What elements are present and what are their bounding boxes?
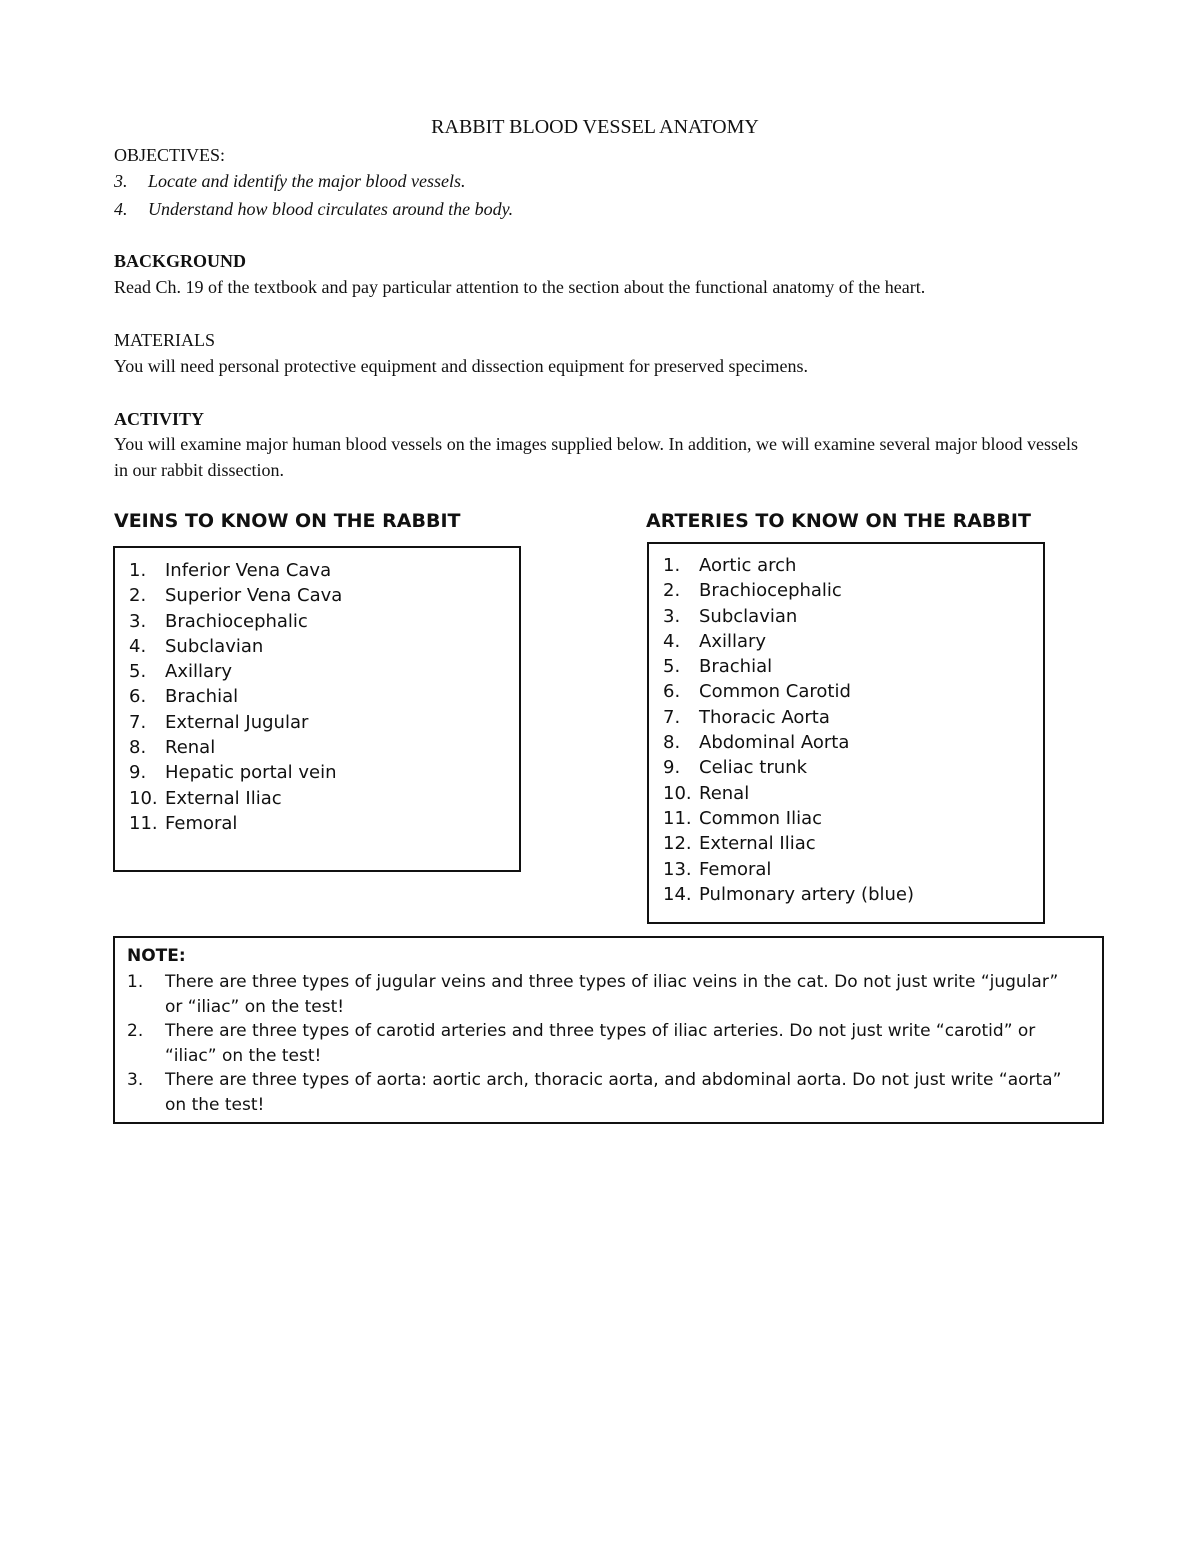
list-item: 3. There are three types of aorta: aortic arch, thoracic aorta, and abdominal aorta. Do not just write “aorta” on the test! [127, 1070, 1062, 1115]
arteries-list [663, 553, 914, 907]
list-item: 10. Renal [663, 782, 750, 804]
list-item: 7. Thoracic Aorta [663, 706, 830, 728]
list-item: 5. Brachial [663, 656, 773, 678]
activity-text: You will examine major human blood vessels on the images supplied below. In addition, we will examine several major blood vessels in our rabbit dissection. [114, 434, 1078, 480]
list-item: 2. Brachiocephalic [663, 580, 842, 602]
list-item: 9. Hepatic portal vein [129, 762, 337, 784]
veins-heading: VEINS TO KNOW ON THE RABBIT [114, 510, 461, 532]
list-item: 11. Femoral [129, 812, 238, 834]
list-item: 6. Brachial [129, 686, 239, 708]
list-item: 10. External Iliac [129, 787, 282, 809]
veins-list [129, 558, 342, 836]
arteries-box [647, 542, 1045, 924]
list-item: 2. Superior Vena Cava [129, 585, 343, 607]
arteries-heading: ARTERIES TO KNOW ON THE RABBIT [646, 510, 1031, 532]
list-item: 4. Subclavian [129, 635, 264, 657]
list-item: 8. Abdominal Aorta [663, 732, 850, 754]
list-item: 4. Understand how blood circulates around the body. [114, 199, 514, 219]
list-item: 13. Femoral [663, 858, 772, 880]
veins-box [113, 546, 521, 872]
note-heading: NOTE: [127, 946, 186, 966]
background-heading: BACKGROUND [114, 251, 247, 271]
list-item: 1. Aortic arch [663, 555, 797, 576]
page-title: RABBIT BLOOD VESSEL ANATOMY [431, 116, 759, 138]
list-item: 1. Inferior Vena Cava [129, 560, 332, 581]
list-item: 4. Axillary [663, 630, 767, 652]
list-item: 9. Celiac trunk [663, 757, 807, 779]
note-box [113, 936, 1104, 1124]
materials-text: You will need personal protective equipment and dissection equipment for preserved specimens. [114, 356, 808, 376]
note-list [127, 970, 1077, 1117]
list-item: 2. There are three types of carotid arteries and three types of iliac arteries. Do not just write “carotid” or “iliac” on the test! [127, 1021, 1036, 1066]
list-item: 3. Locate and identify the major blood vessels. [114, 171, 466, 191]
background-text: Read Ch. 19 of the textbook and pay particular attention to the section about the functional anatomy of the heart. [114, 277, 926, 297]
list-item: 8. Renal [129, 737, 216, 759]
activity-heading: ACTIVITY [114, 409, 205, 429]
list-item: 7. External Jugular [129, 711, 309, 733]
list-item: 6. Common Carotid [663, 681, 851, 703]
list-item: 11. Common Iliac [663, 807, 823, 829]
list-item: 5. Axillary [129, 661, 233, 683]
list-item: 14. Pulmonary artery (blue) [663, 883, 914, 905]
objectives-label: OBJECTIVES: [114, 145, 226, 165]
list-item: 3. Brachiocephalic [129, 610, 308, 632]
list-item: 12. External Iliac [663, 833, 816, 855]
materials-heading: MATERIALS [114, 330, 216, 350]
list-item: 1. There are three types of jugular veins and three types of iliac veins in the cat. Do not just write “jugular” or “iliac” on the test! [127, 972, 1059, 1017]
list-item: 3. Subclavian [663, 605, 798, 627]
objectives-list [114, 168, 513, 224]
